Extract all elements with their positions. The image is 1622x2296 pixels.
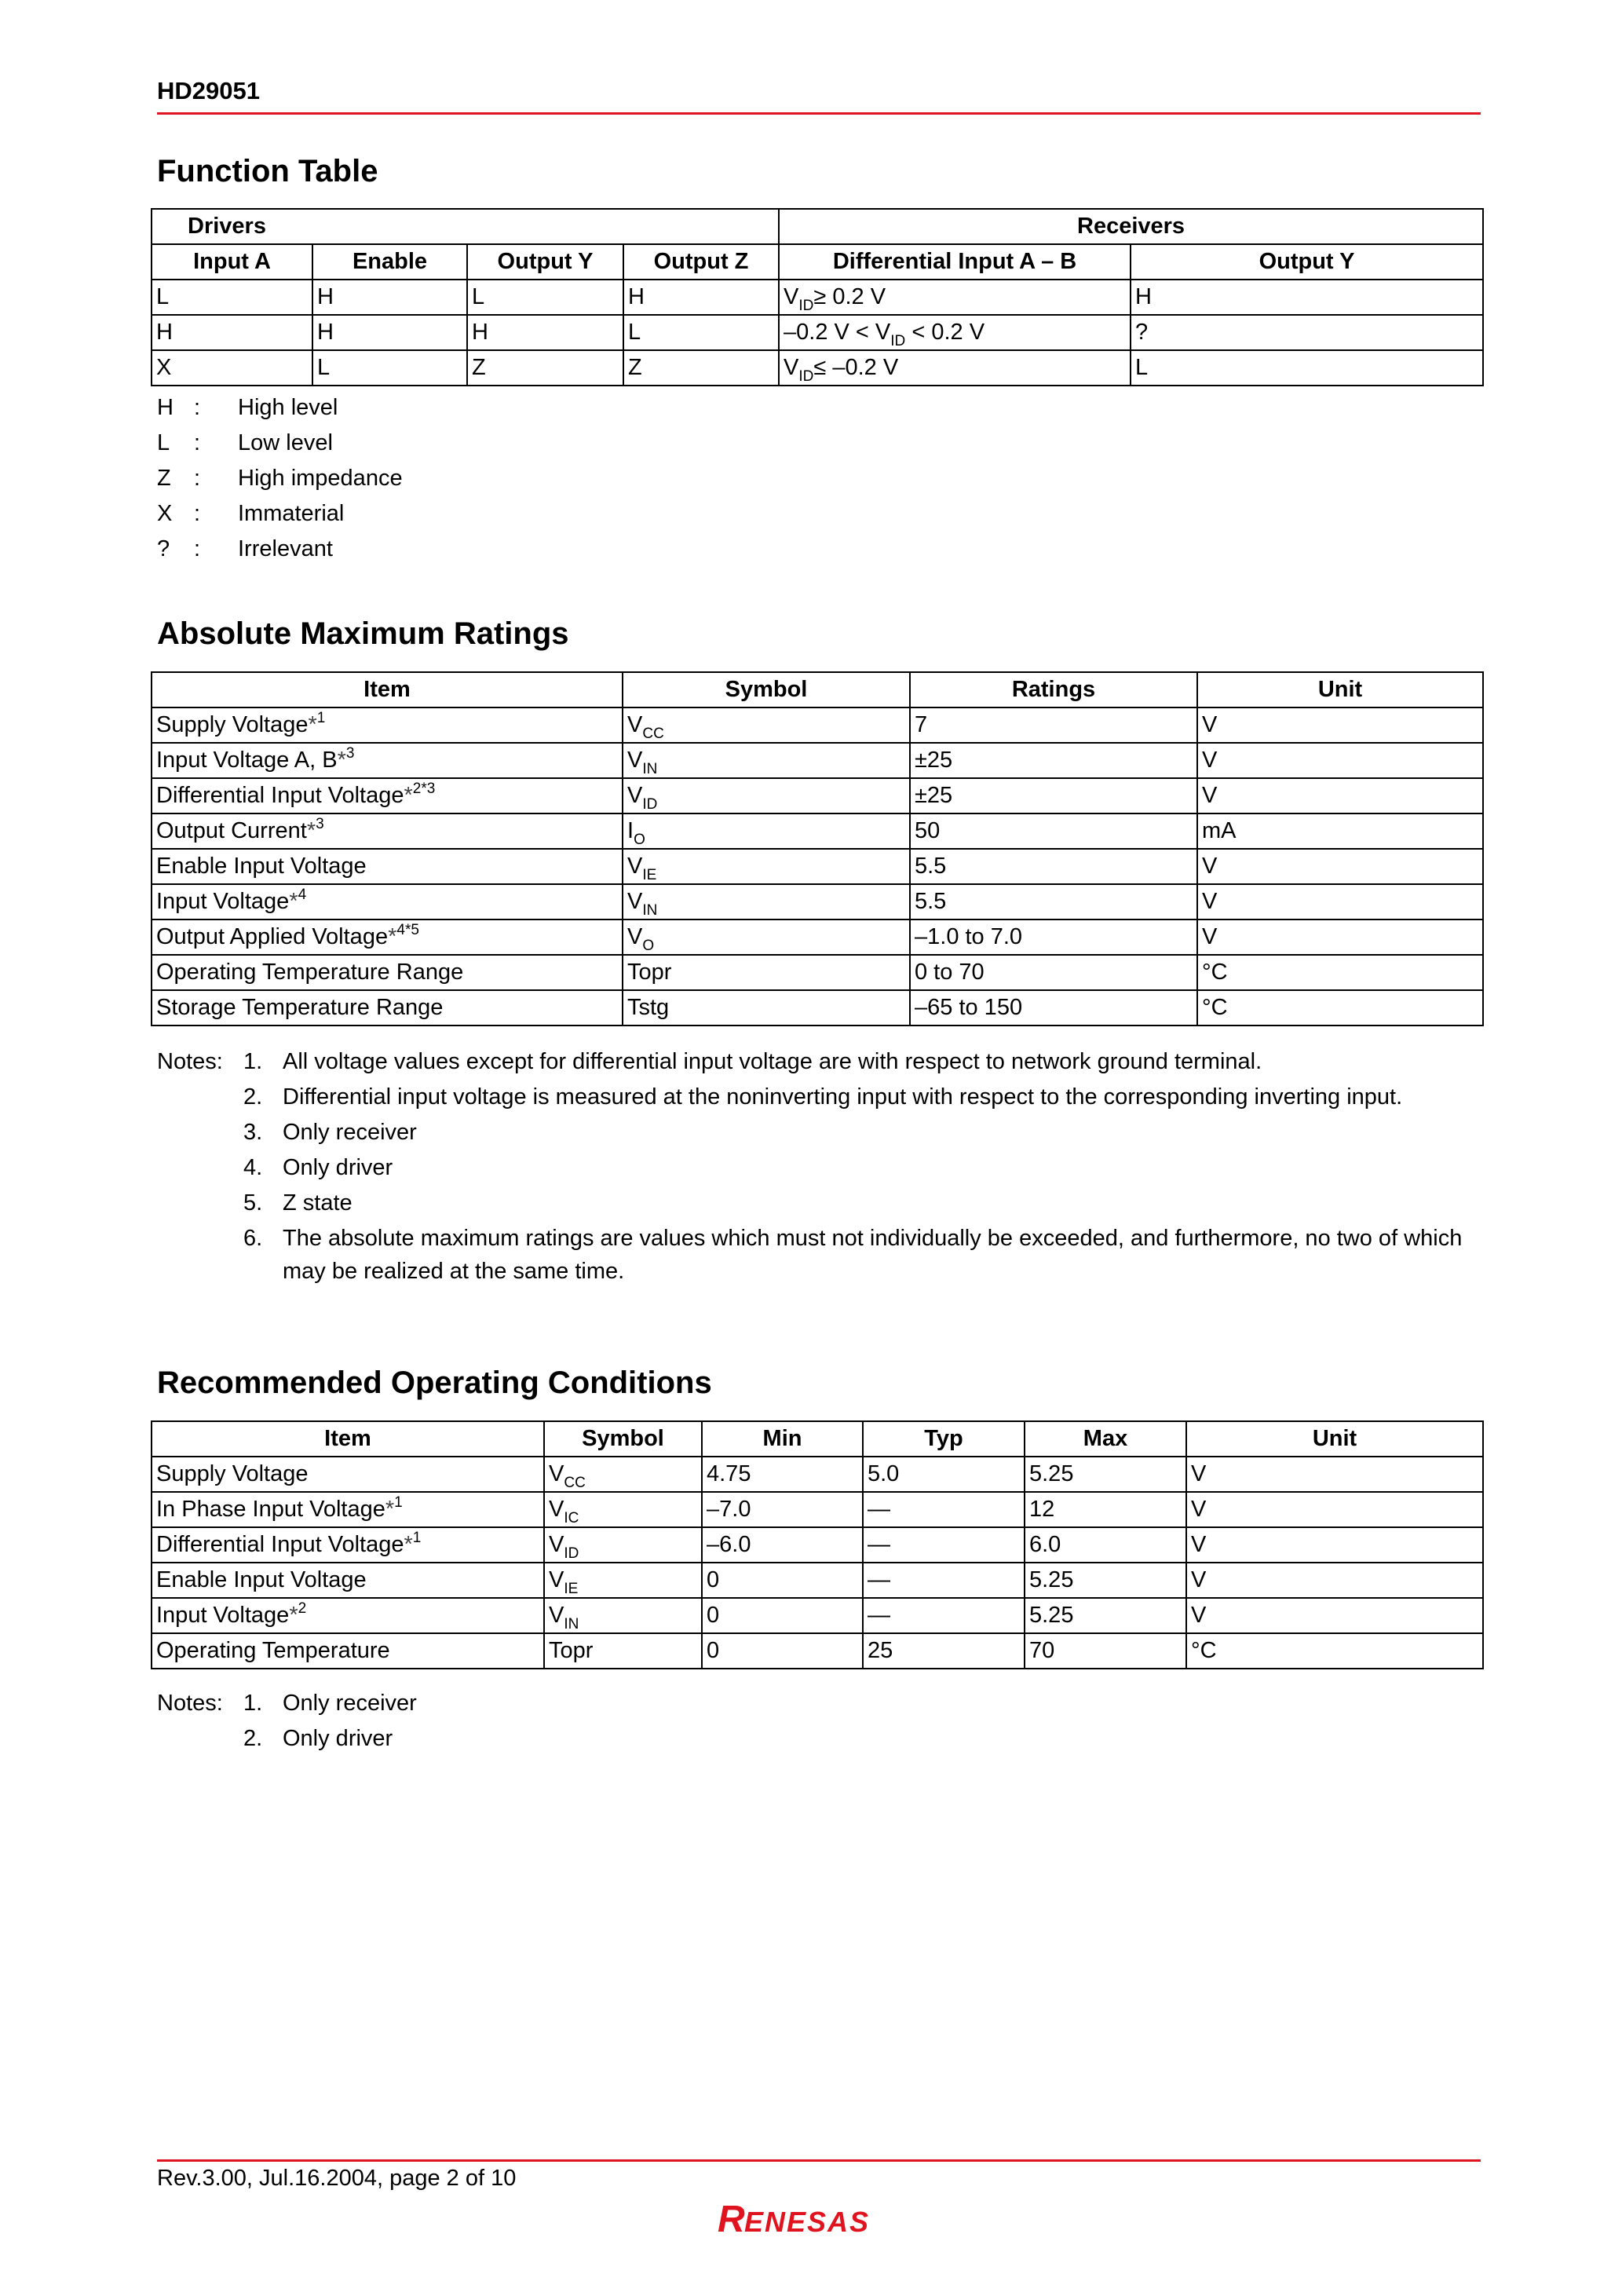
note-asterisk: * [289,1603,298,1628]
enable-cell: H [312,280,467,315]
note-asterisk: * [385,1497,395,1522]
table-row [152,1633,1483,1669]
note-asterisk: * [404,1532,413,1557]
diff-subscript: ID [798,298,814,314]
output-y-cell: L [467,280,623,315]
legend-item [157,501,403,536]
note-text: Only driver [283,1155,393,1180]
note-item [157,1186,1481,1219]
item-text: Output Current [156,818,307,843]
symbol-cell [623,813,910,849]
unit-cell: V [1197,707,1483,743]
item-text: Differential Input Voltage [156,783,404,808]
note-number: 2. [243,1084,263,1110]
item-cell [152,884,623,919]
item-text: Operating Temperature Range [156,960,464,985]
legend-item [157,395,403,430]
receiver-output-cell: ? [1131,315,1483,350]
notes-label: Notes: [157,1691,223,1716]
note-ref: 3 [316,816,324,832]
symbol-text: V [549,1532,564,1557]
symbol-subscript: O [634,832,645,848]
symbol-cell [544,1598,702,1633]
note-number: 3. [243,1120,263,1145]
revision-info: Rev.3.00, Jul.16.2004, page 2 of 10 [157,2166,517,2191]
legend-sep: : [194,466,201,491]
max-cell: 5.25 [1025,1598,1186,1633]
symbol-cell [623,707,910,743]
legend-desc: Low level [238,430,333,455]
item-cell [152,707,623,743]
input-a-cell: X [152,350,312,386]
legend-desc: High impedance [238,466,403,491]
item-cell [152,1563,544,1598]
unit-cell: V [1186,1457,1483,1492]
table-row [152,813,1483,849]
output-z-cell: Z [623,350,779,386]
rating-cell: ±25 [910,743,1197,778]
legend-sep: : [194,430,201,455]
symbol-cell [623,955,910,990]
unit-cell: V [1197,884,1483,919]
table-row [152,743,1483,778]
item-text: Output Applied Voltage [156,924,389,949]
symbol-subscript: CC [642,726,664,742]
max-cell: 70 [1025,1633,1186,1669]
notes-label: Notes: [157,1049,223,1074]
legend-key: Z [157,466,171,491]
table-row [152,990,1483,1026]
item-text: Supply Voltage [156,1461,309,1486]
document-title: HD29051 [157,77,260,104]
output-y-cell: H [467,315,623,350]
symbol-text: V [549,1497,564,1522]
legend-item [157,430,403,466]
diff-text: –0.2 V < V [784,320,891,345]
symbol-text: V [627,889,643,914]
note-asterisk: * [306,818,316,843]
unit-cell: V [1186,1563,1483,1598]
note-asterisk: * [289,889,298,914]
note-text: The absolute maximum ratings are values which must not individually be exceeded, and furthermore, no two of which may be realized at the same time. [283,1226,1463,1284]
table-row [152,1598,1483,1633]
column-header: Item [152,1421,544,1457]
legend-key: H [157,395,174,420]
function-table-legend [157,395,403,572]
item-text: Enable Input Voltage [156,1567,367,1592]
note-number: 1. [243,1049,263,1074]
legend-sep: : [194,536,201,561]
abs-max-notes [157,1045,1481,1288]
symbol-cell [544,1563,702,1598]
item-text: Differential Input Voltage [156,1532,404,1557]
table-row [152,707,1483,743]
unit-cell: V [1197,919,1483,955]
diff-text: < 0.2 V [905,320,985,345]
item-cell [152,1633,544,1669]
symbol-text: V [627,748,643,773]
max-cell: 12 [1025,1492,1186,1527]
typ-cell: — [863,1527,1025,1563]
min-cell: 4.75 [702,1457,863,1492]
column-header: Unit [1197,672,1483,707]
diff-subscript: ID [798,368,814,385]
rating-cell: 50 [910,813,1197,849]
unit-cell: °C [1186,1633,1483,1669]
receivers-group-header: Receivers [779,209,1483,244]
unit-cell: °C [1197,955,1483,990]
column-header: Output Y [467,244,623,280]
min-cell: 0 [702,1633,863,1669]
column-header: Unit [1186,1421,1483,1457]
rating-cell: –1.0 to 7.0 [910,919,1197,955]
input-a-cell: H [152,315,312,350]
column-header: Output Z [623,244,779,280]
unit-cell: V [1186,1598,1483,1633]
symbol-subscript: IE [642,867,657,883]
rating-cell: 7 [910,707,1197,743]
typ-cell: — [863,1563,1025,1598]
note-number: 5. [243,1190,263,1216]
symbol-cell [544,1633,702,1669]
note-number: 6. [243,1226,263,1251]
enable-cell: H [312,315,467,350]
function-table-heading: Function Table [157,154,378,188]
unit-cell: V [1186,1492,1483,1527]
enable-cell: L [312,350,467,386]
symbol-subscript: CC [564,1475,586,1491]
symbol-subscript: IN [642,761,658,777]
min-cell: –7.0 [702,1492,863,1527]
item-text: Input Voltage [156,1603,290,1628]
symbol-cell [544,1527,702,1563]
column-header: Symbol [623,672,910,707]
note-number: 2. [243,1726,263,1751]
differential-input-cell [779,350,1131,386]
note-ref: 1 [316,710,326,726]
symbol-cell [623,743,910,778]
legend-sep: : [194,501,201,526]
rec-op-notes [157,1687,1481,1755]
typ-cell: — [863,1492,1025,1527]
svg-text:R: R [718,2199,745,2239]
note-asterisk: * [388,924,397,949]
note-item [157,1687,1481,1720]
max-cell: 5.25 [1025,1457,1186,1492]
symbol-text: Tstg [627,995,670,1020]
symbol-text: Topr [627,960,672,985]
column-header: Max [1025,1421,1186,1457]
footer-rule [157,2159,1481,2162]
item-cell [152,813,623,849]
table-row [152,955,1483,990]
symbol-cell [623,919,910,955]
legend-item [157,466,403,501]
note-number: 4. [243,1155,263,1180]
unit-cell: V [1197,778,1483,813]
diff-subscript: ID [890,333,906,349]
min-cell: 0 [702,1598,863,1633]
legend-desc: Irrelevant [238,536,333,561]
receiver-output-cell: L [1131,350,1483,386]
item-text: Storage Temperature Range [156,995,444,1020]
symbol-cell [623,849,910,884]
note-ref: 1 [394,1494,403,1511]
symbol-subscript: IN [642,902,658,919]
output-y-cell: Z [467,350,623,386]
table-row [152,884,1483,919]
diff-text: V [784,355,799,380]
item-cell [152,1598,544,1633]
note-ref: 4 [298,887,307,903]
receiver-output-cell: H [1131,280,1483,315]
legend-desc: High level [238,395,338,420]
column-header: Symbol [544,1421,702,1457]
column-header: Enable [312,244,467,280]
item-text: Enable Input Voltage [156,854,367,879]
rating-cell: 5.5 [910,884,1197,919]
renesas-logo-graphic [716,2197,920,2239]
note-item [157,1722,1481,1755]
typ-cell: 5.0 [863,1457,1025,1492]
diff-text: ≥ 0.2 V [813,284,886,309]
symbol-cell [623,990,910,1026]
function-table [151,208,1484,386]
note-ref: 2*3 [412,781,436,797]
note-text: All voltage values except for differential input voltage are with respect to network ground terminal. [283,1049,1262,1074]
table-row [152,919,1483,955]
symbol-cell [623,778,910,813]
rating-cell: –65 to 150 [910,990,1197,1026]
item-cell [152,778,623,813]
column-header: Typ [863,1421,1025,1457]
drivers-group-header: Drivers [152,209,779,244]
legend-item [157,536,403,572]
note-ref: 1 [412,1530,422,1546]
diff-text: ≤ –0.2 V [813,355,899,380]
note-ref: 3 [345,745,355,762]
max-cell: 6.0 [1025,1527,1186,1563]
unit-cell: V [1186,1527,1483,1563]
symbol-subscript: IC [564,1510,579,1526]
note-asterisk: * [308,712,317,737]
table-row [152,1527,1483,1563]
svg-text:ENESAS: ENESAS [744,2206,871,2238]
differential-input-cell [779,315,1131,350]
table-row [152,280,1483,315]
item-cell [152,955,623,990]
max-cell: 5.25 [1025,1563,1186,1598]
rating-cell: 0 to 70 [910,955,1197,990]
note-ref: 4*5 [396,922,419,938]
table-row [152,778,1483,813]
symbol-subscript: ID [642,796,658,813]
item-cell [152,1527,544,1563]
symbol-text: V [627,924,643,949]
item-cell [152,743,623,778]
symbol-subscript: ID [564,1545,579,1562]
item-cell [152,1492,544,1527]
diff-text: V [784,284,799,309]
table-row [152,1492,1483,1527]
symbol-cell [544,1492,702,1527]
note-item [157,1222,1481,1288]
note-item [157,1080,1481,1113]
symbol-text: V [627,783,643,808]
output-z-cell: H [623,280,779,315]
legend-key: L [157,430,170,455]
symbol-text: Topr [549,1638,594,1663]
min-cell: –6.0 [702,1527,863,1563]
legend-sep: : [194,395,201,420]
item-cell [152,919,623,955]
note-text: Only driver [283,1726,393,1751]
symbol-text: I [627,818,634,843]
column-header: Input A [152,244,312,280]
abs-max-heading: Absolute Maximum Ratings [157,616,569,651]
item-cell [152,990,623,1026]
item-text: Input Voltage A, B [156,748,338,773]
symbol-subscript: IN [564,1616,579,1632]
column-header: Min [702,1421,863,1457]
rating-cell: 5.5 [910,849,1197,884]
input-a-cell: L [152,280,312,315]
item-cell [152,1457,544,1492]
symbol-text: V [627,712,643,737]
symbol-cell [544,1457,702,1492]
rec-op-heading: Recommended Operating Conditions [157,1366,712,1400]
note-text: Differential input voltage is measured at the noninverting input with respect to the corresponding inverting input. [283,1084,1403,1110]
rating-cell: ±25 [910,778,1197,813]
table-row [152,315,1483,350]
column-header: Output Y [1131,244,1483,280]
rec-op-table [151,1420,1484,1669]
item-cell [152,849,623,884]
note-text: Only receiver [283,1691,417,1716]
note-text: Z state [283,1190,353,1216]
symbol-text: V [627,854,643,879]
typ-cell: 25 [863,1633,1025,1669]
symbol-text: V [549,1603,564,1628]
legend-key: ? [157,536,170,561]
table-row [152,1563,1483,1598]
unit-cell: V [1197,849,1483,884]
item-text: Operating Temperature [156,1638,390,1663]
symbol-text: V [549,1461,564,1486]
item-text: Input Voltage [156,889,290,914]
note-item [157,1151,1481,1184]
item-text: Supply Voltage [156,712,309,737]
renesas-logo [716,2197,920,2243]
column-header: Ratings [910,672,1197,707]
note-text: Only receiver [283,1120,417,1145]
note-item [157,1045,1481,1078]
legend-desc: Immaterial [238,501,345,526]
unit-cell: V [1197,743,1483,778]
note-ref: 2 [298,1600,307,1617]
note-item [157,1116,1481,1149]
output-z-cell: L [623,315,779,350]
symbol-cell [623,884,910,919]
table-row [152,350,1483,386]
differential-input-cell [779,280,1131,315]
symbol-text: V [549,1567,564,1592]
symbol-subscript: IE [564,1581,579,1597]
item-text: In Phase Input Voltage [156,1497,385,1522]
legend-key: X [157,501,173,526]
column-header: Item [152,672,623,707]
unit-cell: °C [1197,990,1483,1026]
note-asterisk: * [337,748,346,773]
abs-max-table [151,671,1484,1026]
symbol-subscript: O [642,938,655,954]
table-row [152,1457,1483,1492]
header-rule [157,112,1481,115]
table-row [152,849,1483,884]
note-asterisk: * [404,783,413,808]
typ-cell: — [863,1598,1025,1633]
min-cell: 0 [702,1563,863,1598]
column-header: Differential Input A – B [779,244,1131,280]
unit-cell: mA [1197,813,1483,849]
note-number: 1. [243,1691,263,1716]
